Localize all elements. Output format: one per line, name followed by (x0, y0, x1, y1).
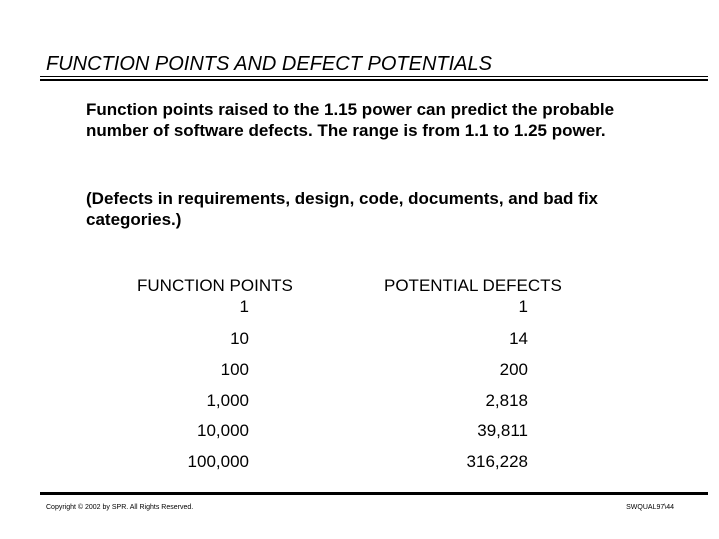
potential-defects-cell: 39,811 (477, 421, 528, 440)
intro-paragraph: Function points raised to the 1.15 power can predict the probable number of software defects. The range is from 1.1 to 1.25 power. (86, 100, 615, 140)
potential-defects-cell: 1 (518, 297, 528, 316)
potential-defects-cell: 200 (499, 360, 528, 379)
title-divider-thick-line (40, 79, 708, 81)
copyright-notice: Copyright © 2002 by SPR. All Rights Reserved. (46, 504, 194, 511)
function-points-cell: 1 (239, 297, 249, 316)
note-paragraph: (Defects in requirements, design, code, documents, and bad fix categories.) (86, 189, 598, 229)
function-points-cell: 100 (220, 360, 249, 379)
function-points-header: FUNCTION POINTS (137, 276, 293, 295)
potential-defects-cell: 316,228 (466, 452, 528, 471)
function-points-cell: 10 (230, 329, 249, 348)
potential-defects-cell: 2,818 (485, 391, 528, 410)
title-divider (40, 76, 708, 81)
function-points-cell: 100,000 (187, 452, 249, 471)
function-points-cell: 10,000 (197, 421, 249, 440)
title-divider-thin-line (40, 76, 708, 77)
slide-title: FUNCTION POINTS AND DEFECT POTENTIALS (46, 53, 492, 75)
slide-id: SWQUAL97\44 (626, 504, 674, 511)
footer-divider (40, 492, 708, 495)
potential-defects-cell: 14 (509, 329, 528, 348)
potential-defects-header: POTENTIAL DEFECTS (384, 276, 562, 295)
function-points-cell: 1,000 (206, 391, 249, 410)
